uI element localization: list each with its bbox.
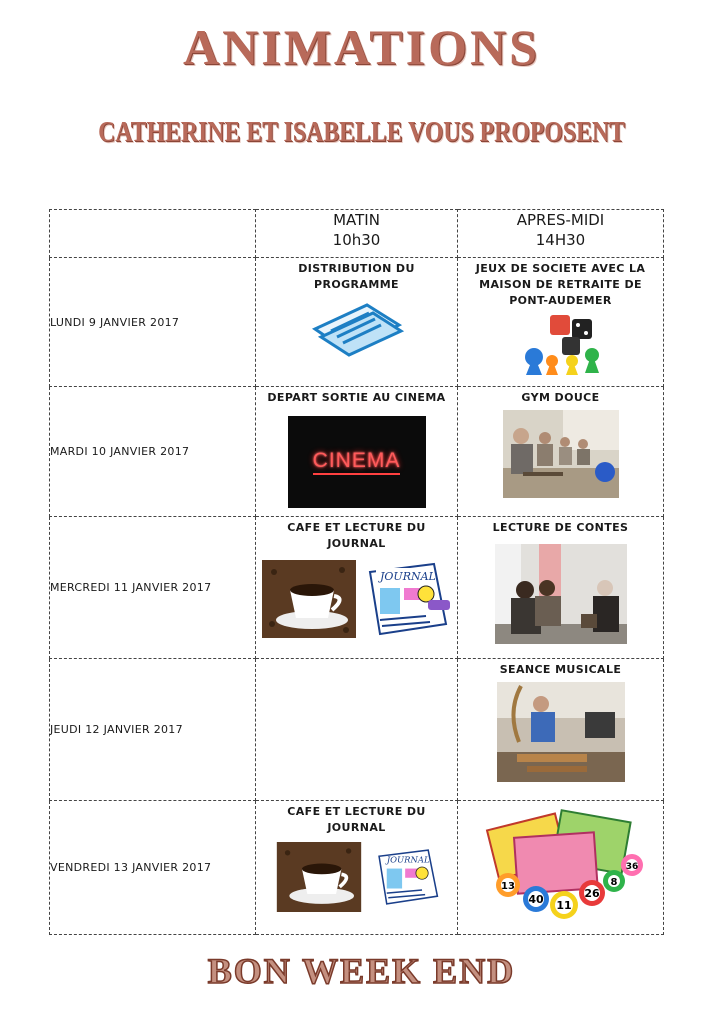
day-label-monday: LUNDI 9 JANVIER 2017 bbox=[50, 258, 256, 387]
header-afternoon-label: APRES-MIDI bbox=[516, 211, 605, 229]
row-tuesday bbox=[50, 387, 664, 517]
coffee-cup-photo bbox=[272, 842, 366, 912]
tuesday-morning-title: DEPART SORTIE AU CINEMA bbox=[267, 391, 446, 404]
day-label-tuesday: MARDI 10 JANVIER 2017 bbox=[50, 387, 256, 517]
day-label-wednesday: MERCREDI 11 JANVIER 2017 bbox=[50, 517, 256, 659]
monday-morning-title: DISTRIBUTION DU PROGRAMME bbox=[298, 262, 415, 291]
journal-masthead: JOURNAL bbox=[386, 854, 430, 865]
day-label-friday: VENDREDI 13 JANVIER 2017 bbox=[50, 801, 256, 935]
header-row bbox=[50, 210, 664, 258]
storytelling-photo bbox=[495, 544, 627, 644]
thursday-afternoon-title: SEANCE MUSICALE bbox=[499, 663, 622, 676]
bingo-ball-1: 13 bbox=[500, 881, 515, 892]
cinema-sign-text: CINEMA bbox=[313, 449, 401, 475]
header-morning-time: 10h30 bbox=[332, 231, 381, 249]
header-empty-cell bbox=[50, 210, 256, 258]
tuesday-afternoon-cell bbox=[458, 387, 664, 517]
cinema-neon-sign bbox=[288, 416, 426, 508]
page-title: ANIMATIONS bbox=[183, 19, 540, 75]
friday-morning-cell bbox=[256, 801, 458, 935]
gym-class-photo bbox=[503, 410, 619, 498]
board-game-pieces bbox=[516, 311, 606, 377]
row-thursday bbox=[50, 659, 664, 801]
bingo-ball-4: 26 bbox=[583, 887, 600, 900]
monday-morning-cell bbox=[256, 258, 458, 387]
music-session-photo bbox=[497, 682, 625, 782]
bingo-ball-2: 40 bbox=[527, 893, 544, 906]
monday-afternoon-title: JEUX DE SOCIETE AVEC LA MAISON DE RETRAITE DE PONT-AUDEMER bbox=[475, 262, 646, 307]
wednesday-morning-title: CAFE ET LECTURE DU JOURNAL bbox=[287, 521, 426, 550]
thursday-morning-cell bbox=[256, 659, 458, 801]
schedule-table bbox=[49, 209, 664, 935]
bingo-ball-3: 11 bbox=[555, 899, 572, 912]
friday-morning-pictures bbox=[256, 842, 457, 912]
wednesday-afternoon-title: LECTURE DE CONTES bbox=[492, 521, 629, 534]
row-wednesday bbox=[50, 517, 664, 659]
row-monday bbox=[50, 258, 664, 387]
wednesday-afternoon-cell bbox=[458, 517, 664, 659]
day-label-thursday: JEUDI 12 JANVIER 2017 bbox=[50, 659, 256, 801]
bingo-ball-5: 8 bbox=[610, 877, 617, 888]
header-afternoon-time: 14H30 bbox=[535, 231, 586, 249]
thursday-afternoon-cell bbox=[458, 659, 664, 801]
journal-clipart bbox=[376, 842, 442, 912]
header-morning bbox=[256, 210, 458, 258]
wednesday-morning-cell bbox=[256, 517, 458, 659]
header-afternoon bbox=[458, 210, 664, 258]
footer-greeting: BON WEEK END bbox=[207, 951, 516, 991]
tuesday-afternoon-title: GYM DOUCE bbox=[521, 391, 600, 404]
page-subtitle: CATHERINE ET ISABELLE VOUS PROPOSENT bbox=[98, 116, 625, 148]
tuesday-morning-cell bbox=[256, 387, 458, 517]
friday-afternoon-cell bbox=[458, 801, 664, 935]
row-friday bbox=[50, 801, 664, 935]
wednesday-morning-pictures bbox=[256, 560, 457, 638]
monday-afternoon-cell bbox=[458, 258, 664, 387]
journal-masthead: JOURNAL bbox=[379, 570, 436, 583]
journal-clipart bbox=[366, 560, 452, 638]
header-morning-label: MATIN bbox=[333, 211, 380, 229]
newspaper-icon bbox=[307, 299, 407, 357]
bingo-balls-clipart bbox=[476, 805, 646, 929]
coffee-cup-photo bbox=[262, 560, 356, 638]
friday-morning-title: CAFE ET LECTURE DU JOURNAL bbox=[287, 805, 426, 834]
bingo-ball-6: 36 bbox=[625, 862, 638, 872]
